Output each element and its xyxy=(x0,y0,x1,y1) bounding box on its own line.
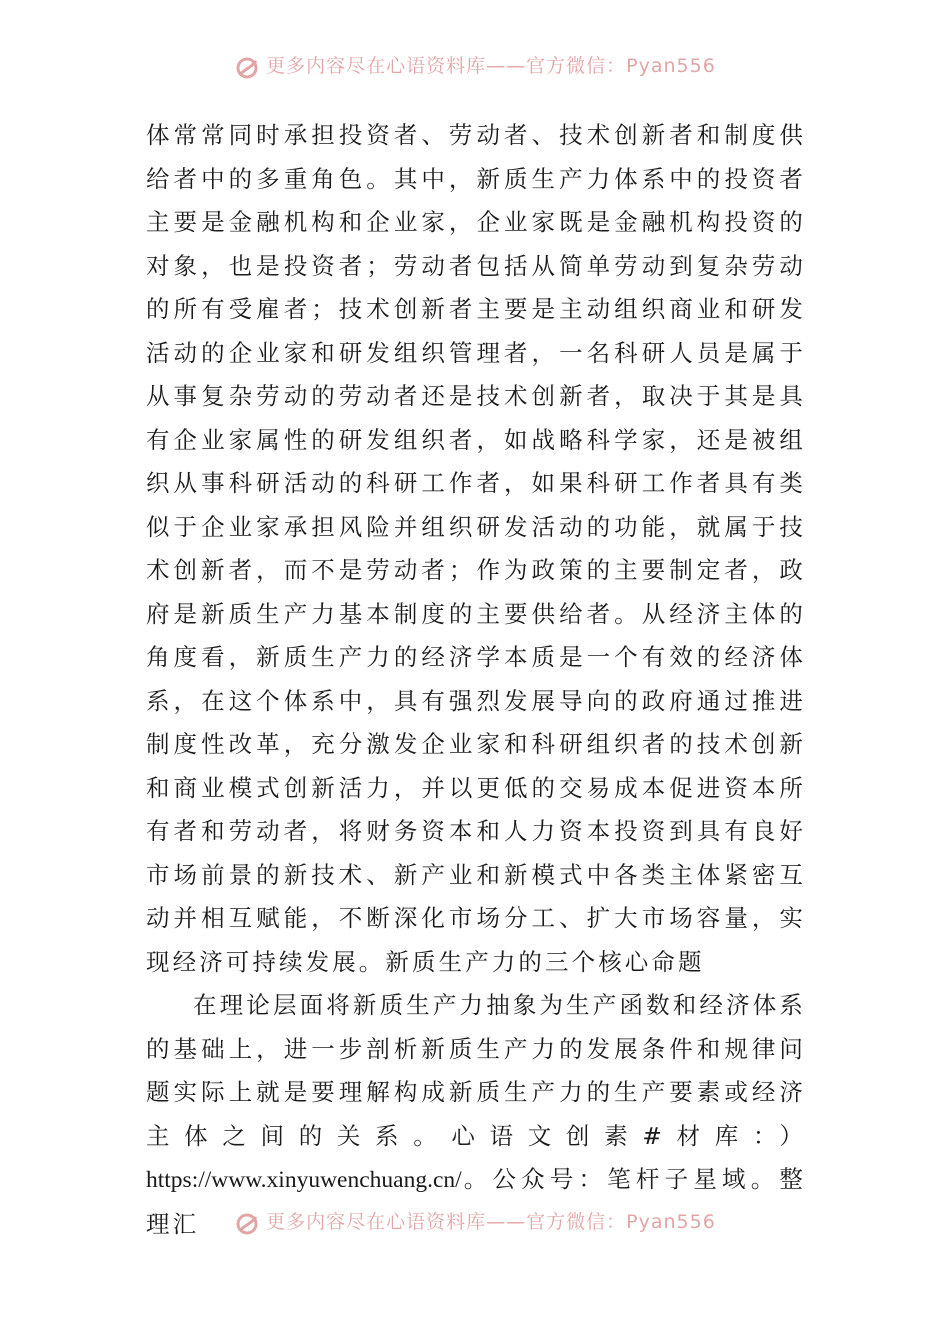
logo-icon xyxy=(234,55,260,81)
paragraph-1: 体常常同时承担投资者、劳动者、技术创新者和制度供给者中的多重角色。其中，新质生产力体系中的投资者主要是金融机构和企业家，企业家既是金融机构投资的对象，也是投资者；劳动者包括从简单劳动到复杂劳动的所有受雇者；技术创新者主要是主动组织商业和研发活动的企业家和研发组织管理者，一名科研人员是属于从事复杂劳动的劳动者还是技术创新者，取决于其是具有企业家属性的研发组织者，如战略科学家，还是被组织从事科研活动的科研工作者，如果科研工作者具有类似于企业家承担风险并组织研发活动的功能，就属于技术创新者，而不是劳动者；作为政策的主要制定者，政府是新质生产力基本制度的主要供给者。从经济主体的角度看，新质生产力的经济学本质是一个有效的经济体系，在这个体系中，具有强烈发展导向的政府通过推进制度性改革，充分激发企业家和科研组织者的技术创新和商业模式创新活力，并以更低的交易成本促进资本所有者和劳动者，将财务资本和人力资本投资到具有良好市场前景的新技术、新产业和新模式中各类主体紧密互动并相互赋能，不断深化市场分工、扩大市场容量，实现经济可持续发展。新质生产力的三个核心命题 xyxy=(146,121,806,976)
watermark-text: 更多内容尽在心语资料库——官方微信：Pyan556 xyxy=(266,54,716,77)
paragraph-2-text: 在理论层面将新质生产力抽象为生产函数和经济体系的基础上，进一步剖析新质生产力的发展条件和规律问题实际上就是要理解构成新质生产力的生产要素或经济主体之间的关系。心语文创素#材库：） xyxy=(146,991,806,1150)
logo-icon xyxy=(234,1211,260,1237)
header-watermark xyxy=(0,50,950,86)
source-link[interactable]: https://www.xinyuwenchuang.cn/ xyxy=(146,1167,462,1193)
document-body xyxy=(146,114,806,1246)
paragraph-2-tail: 。公众号：笔杆子星域。整理汇 xyxy=(146,1165,806,1238)
footer-watermark xyxy=(0,1206,950,1242)
watermark-text: 更多内容尽在心语资料库——官方微信：Pyan556 xyxy=(266,1210,716,1233)
